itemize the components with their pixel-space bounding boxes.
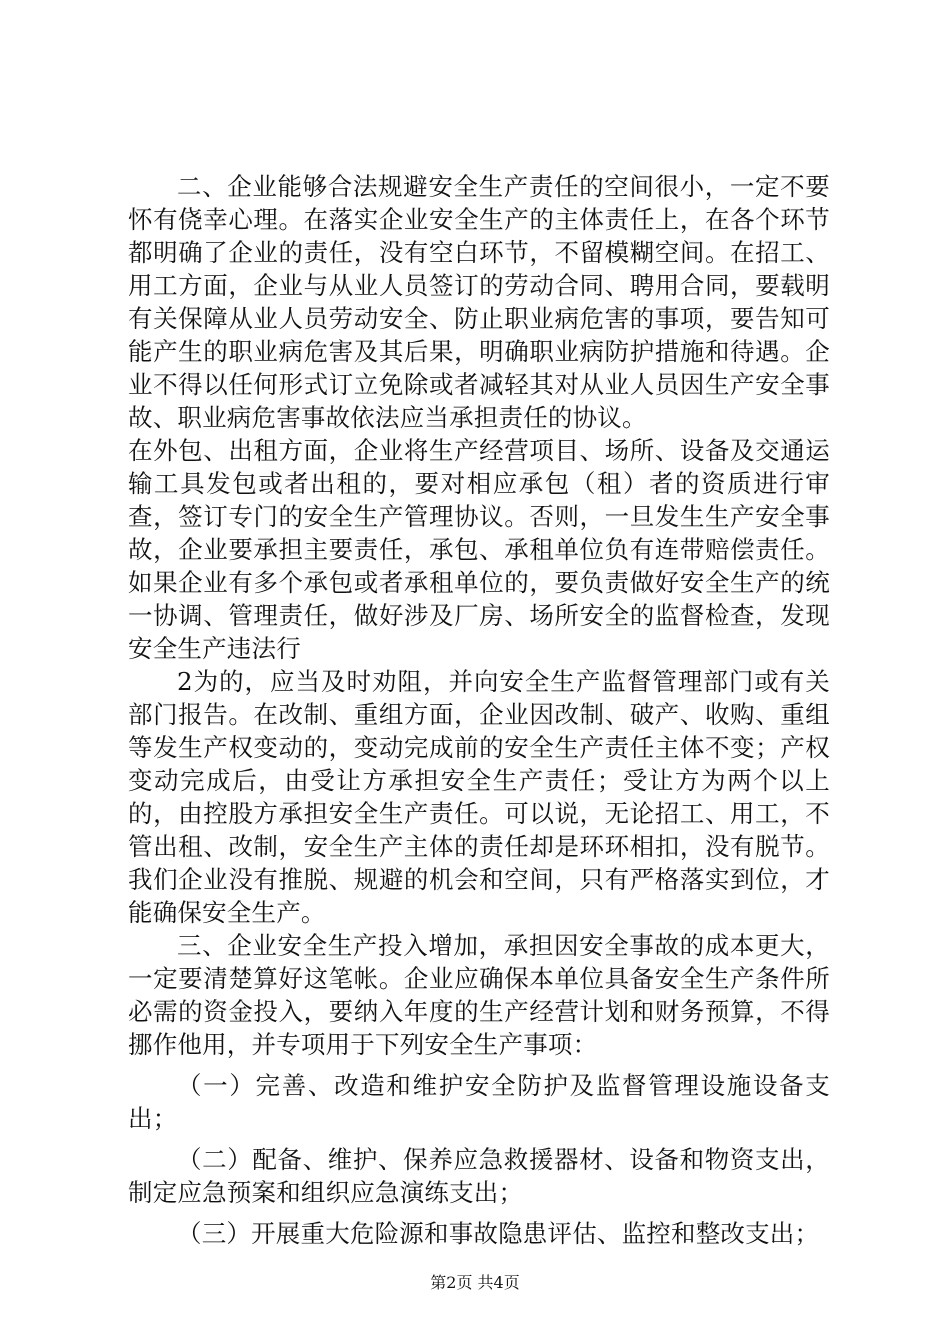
list-item-1: （一）完善、改造和维护安全防护及监督管理设施设备支出； bbox=[128, 1071, 830, 1133]
paragraph-2: 二、企业能够合法规避安全生产责任的空间很小，一定不要怀有侥幸心理。在落实企业安全生产的主体责任上，在各个环节都明确了企业的责任，没有空白环节，不留模糊空间。在招工、用工方面，企业与从业人员签订的劳动合同、聘用合同，要载明有关保障从业人员劳动安全、防止职业病危害的事项，要告知可能产生的职业病危害及其后果，明确职业病防护措施和待遇。企业不得以任何形式订立免除或者减轻其对从业人员因生产安全事故、职业病危害事故依法应当承担责任的协议。 bbox=[128, 172, 830, 432]
page-number: 第2页 共4页 bbox=[430, 1273, 520, 1292]
paragraph-3: 三、企业安全生产投入增加，承担因安全事故的成本更大，一定要清楚算好这笔帐。企业应确保本单位具备安全生产条件所必需的资金投入，要纳入年度的生产经营计划和财务预算，不得挪作他用，并专项用于下列安全生产事项： bbox=[128, 931, 830, 1059]
paragraph-2-outsourcing: 在外包、出租方面，企业将生产经营项目、场所、设备及交通运输工具发包或者出租的，要对相应承包（租）者的资质进行审查，签订专门的安全生产管理协议。否则，一旦发生生产安全事故，企业要承担主要责任，承包、承租单位负有连带赔偿责任。如果企业有多个承包或者承租单位的，要负责做好安全生产的统一协调、管理责任，做好涉及厂房、场所安全的监督检查，发现安全生产违法行 bbox=[128, 436, 830, 663]
document-body bbox=[128, 170, 830, 1250]
paragraph-2-continued: 2为的，应当及时劝阻，并向安全生产监督管理部门或有关部门报告。在改制、重组方面，企业因改制、破产、收购、重组等发生产权变动的，变动完成前的安全生产责任主体不变；产权变动完成后，由受让方承担安全生产责任；受让方为两个以上的，由控股方承担安全生产责任。可以说，无论招工、用工，不管出租、改制，安全生产主体的责任却是环环相扣，没有脱节。我们企业没有推脱、规避的机会和空间，只有严格落实到位，才能确保安全生产。 bbox=[128, 667, 830, 927]
list-item-2: （二）配备、维护、保养应急救援器材、设备和物资支出，制定应急预案和组织应急演练支出； bbox=[128, 1145, 830, 1207]
list-item-3: （三）开展重大危险源和事故隐患评估、监控和整改支出； bbox=[177, 1219, 820, 1248]
